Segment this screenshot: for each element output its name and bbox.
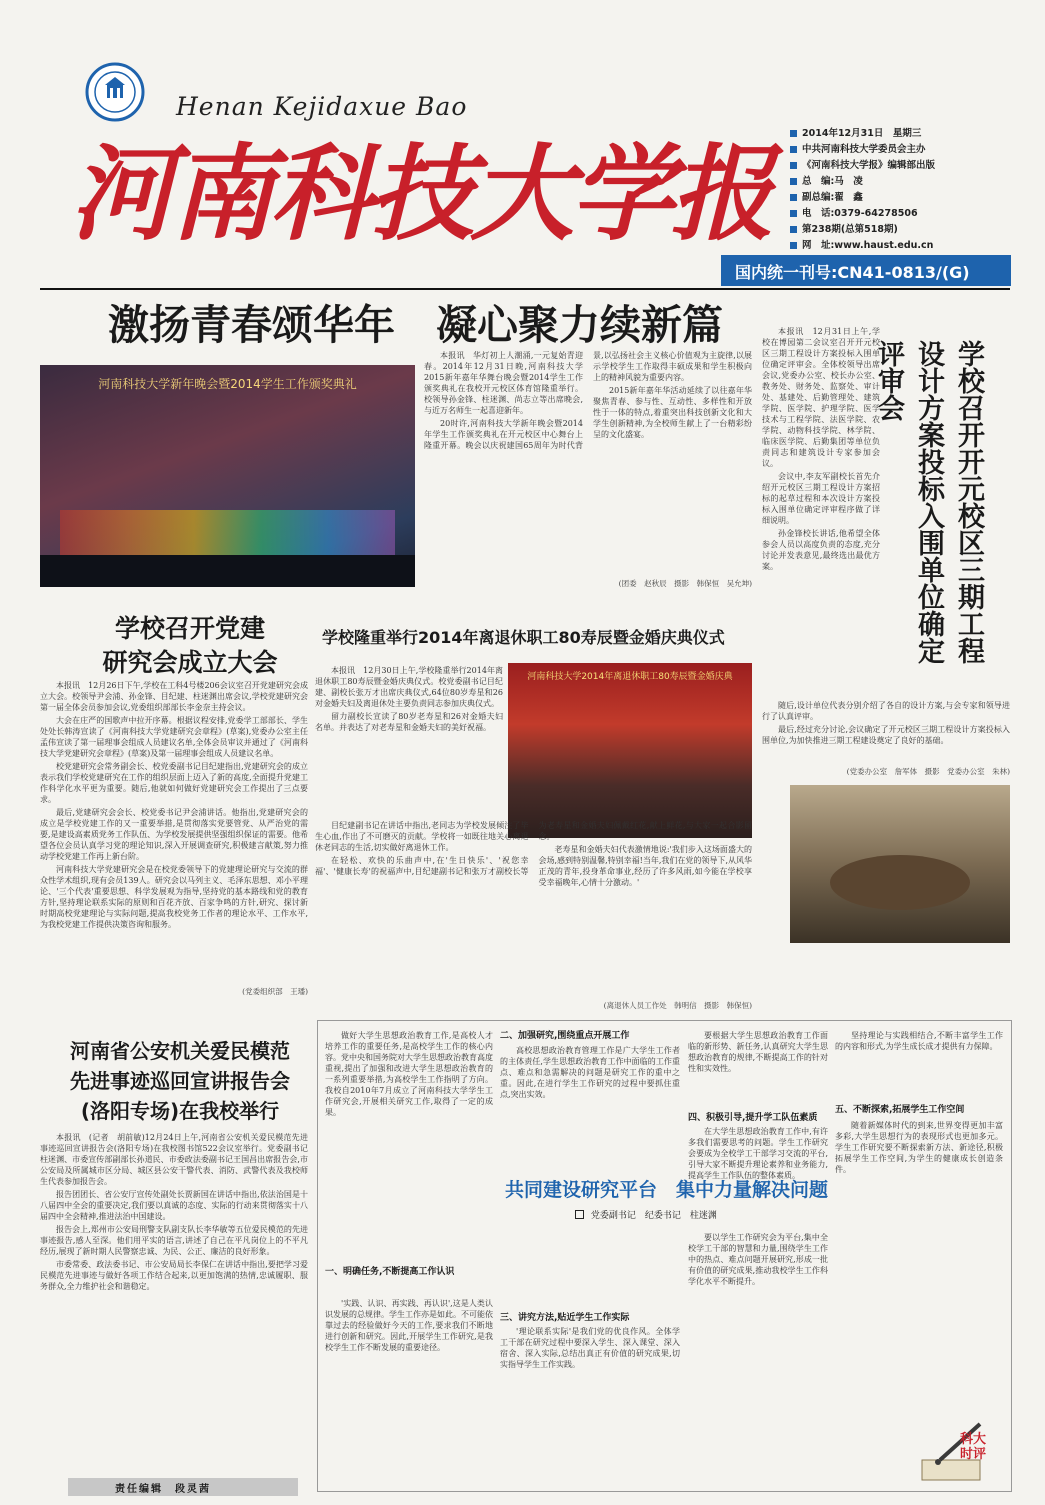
info-issue: 第238期(总第518期) <box>790 222 935 238</box>
university-emblem-icon <box>85 62 145 126</box>
retiree-credit: (离退休人员工作处 韩明信 摄影 韩保恒) <box>603 1001 752 1010</box>
editor-credit: 责任编辑 段灵茜 <box>115 1484 211 1495</box>
section-5-heading: 五、不断探索,拓展学生工作空间 <box>835 1105 965 1115</box>
masthead-divider <box>40 288 1010 290</box>
column-author: 党委副书记 纪委书记 柱迷渊 <box>575 1208 717 1221</box>
section-3-heading: 三、讲究方法,贴近学生工作实际 <box>500 1313 630 1323</box>
section-5-text: 随着新媒体时代的到来,世界变得更加丰富多彩,大学生思想行为的表现形式也更加多元。学生工作研究要不断探索新方法、新途径,积极拓展学生工作空间,为学生的健康成长创造条件。 <box>835 1121 1003 1174</box>
retiree-body-main: 目纪建副书记在讲话中指出,老同志为学校发展倾注了毕生心血,作出了不可磨灭的贡献。学校将一如既往地关心离退休老同志的生活,切实做好离退休工作。 在轻松、欢快的乐曲声中,在'生日快乐'、'祝您幸福'、'健康长寿'的祝福声中,目纪建副书记和张万才副校长等为老寿星和金婚夫妇佩戴红花,献上鲜花,与大家一起合影留念。 老寿星和金婚夫妇代表激情地说:'我们步入这场面盛大的会场,感到特别温馨,特别幸福!当年,我们在党的领导下,从风华正茂的青年,投身革命事业,经历了许多风雨,如今能在学校享受幸福晚年,心情十分激动。' <box>315 821 752 887</box>
party-body: 本报讯 12月26日下午,学校在工科4号楼206会议室召开党建研究会成立大会。校领导尹会浦、孙金锋、目纪建、柱迷渊出席会议,学校党建研究会第一届全体会员参加会议,党委组织部部长李金奈主持会议。 大会在庄严的国歌声中拉开序幕。根据议程安排,党委学工部部长、学生处处长韩涛宣读了《河南科技大学党建研究会章程》(草案),党委办公室主任孟伟宣读了第一届理事会组成人员建议名单,全体会员审议并通过了《河南科技大学党建研究会章程》(草案)及第一届理事会组成人员建议名单。 校党建研究会常务副会长、校党委副书记目纪建指出,党建研究会的成立表示我们学校党建研究在工作的组织层面上迈入了新的高度,全面提升党建工作科学化水平更为重要。随后,他就如何做好党建研究会工作提出了三点要求。 最后,党建研究会会长、校党委书记尹会浦讲话。他指出,党建研究会的成立是学校党建工作的又一重要举措,是贯彻落实党要管党、从严治党的需要,是建设高素质党务工作队伍、为学校发展提供坚强组织保证的需要。他希望各位会员认真学习党的理论知识,深入开展调查研究,积极建言献策,努力推动学校党建工作再上新台阶。 河南科技大学党建研究会是在校党委领导下的党建理论研究与交流的群众性学术组织,现有会员139人。研究会以马列主义、毛泽东思想、邓小平理论、'三个代表'重要思想、科学发展观为指导,坚持党的基本路线和党的教育方针,坚持理论联系实际的原则和百花齐放、百家争鸣的方针,研究、探讨新时期高校党建理论与实际问题,提高我校党务工作者的理论水平、工作水平,为我校党建工作提供决策咨询和服务。 <box>40 681 308 929</box>
party-credit: (党委组织部 王璠) <box>242 987 308 996</box>
column-badge <box>920 1420 1000 1482</box>
section-3-text: '理论联系实际'是我们党的优良作风。全体学工干部在研究过程中要深入学生、深入课堂、深入宿舍、深入实际,总结出真正有价值的研究成果,切实指导学生工作实践。 <box>500 1327 680 1369</box>
lead-photo-banner: 河南科技大学新年晚会暨2014学生工作颁奖典礼 <box>98 377 357 391</box>
party-headline: 学校召开党建 研究会成立大会 <box>102 614 278 677</box>
section-1-text: '实践、认识、再实践、再认识',这是人类认识发展的总规律。学生工作亦是如此。不可能依靠过去的经验做好今天的工作,要求我们不断地进行创新和研究。因此,开展学生工作研究,是我校学生工作不断发展的重要途径。 <box>325 1299 493 1352</box>
column-mid-text-2: 要以学生工作研究会为平台,集中全校学工干部的智慧和力量,围绕学生工作中的热点、难点问题开展研究,形成一批有价值的研究成果,推动我校学生工作科学化水平不断提升。 <box>688 1233 828 1286</box>
column-mid-text: 要根据大学生思想政治教育工作面临的新形势、新任务,认真研究大学生思想政治教育的规律,不断提高工作的针对性和实效性。 <box>688 1031 828 1073</box>
meeting-photo <box>790 785 1010 943</box>
right-story-credit: (党委办公室 詹军体 摄影 党委办公室 朱林) <box>846 767 1010 776</box>
masthead-info-list <box>790 126 935 254</box>
retiree-headline: 学校隆重举行2014年离退休职工80寿辰暨金婚庆典仪式 <box>322 628 725 647</box>
info-chief-editor: 总 编:马 凌 <box>790 174 935 190</box>
masthead <box>0 0 1045 300</box>
retiree-photo-banner: 河南科技大学2014年离退休职工80寿辰暨金婚庆典 <box>527 672 733 682</box>
section-2-text: 高校思想政治教育管理工作是广大学生工作者的主体责任,学生思想政治教育工作中面临的工作重点、难点和急需解决的问题是研究工作的重中之重。因此,在进行学生工作研究的过程中要抓住重点,突出实效。 <box>500 1046 680 1099</box>
info-publisher: 《河南科技大学报》编辑部出版 <box>790 158 935 174</box>
section-4-text: 在大学生思想政治教育工作中,有许多我们需要思考的问题。学生工作研究会要成为全校学工干部学习交流的平台,引导大家不断提升理论素养和业务能力,提高学生工作队伍的整体素质。 <box>688 1127 828 1180</box>
masthead-title: 河南科技大学报 <box>70 132 771 255</box>
right-story-body-bottom: 随后,设计单位代表分别介绍了各自的设计方案,与会专家和领导进行了认真评审。 最后,经过充分讨论,会议确定了开元校区三期工程设计方案投标入围单位,为加快推进三期工程建设奠定了良好的基础。 <box>762 701 1010 745</box>
section-2-heading: 二、加强研究,围绕重点开展工作 <box>500 1031 630 1041</box>
issn-text: 国内统一刊号:CN41-0813/(G) <box>735 263 970 282</box>
info-phone: 电 话:0379-64278506 <box>790 206 935 222</box>
section-4-heading: 四、积极引导,提升学工队伍素质 <box>688 1113 818 1123</box>
info-deputy-editor: 副总编:翟 鑫 <box>790 190 935 206</box>
info-website: 网 址:www.haust.edu.cn <box>790 238 935 254</box>
info-date: 2014年12月31日 星期三 <box>790 126 935 142</box>
lead-photo <box>40 365 415 587</box>
lead-body: 本报讯 华灯初上人潮涌,一元复始青迎春。2014年12月31日晚,河南科技大学2015新年嘉年华舞台晚会暨2014学生工作颁奖典礼在我校开元校区体育馆隆重举行。校领导孙金锋、柱迷渊、尚志立等出席晚会,与近万名师生一起喜迎新年。 20时许,河南科技大学新年晚会暨2014年学生工作颁奖典礼在开元校区中心舞台上隆重开幕。晚会以庆祝建国65周年为时代背景,以弘扬社会主义核心价值观为主旋律,以展示学校学生工作取得丰硕成果和学生积极向上的精神风貌为重要内容。 2015新年嘉年华活动延续了以往嘉年华聚焦青春、参与性、互动性、多样性和开放性于一体的特点,着重突出科技创新文化和大学生创新精神,为全校师生献上了一台精彩纷呈的文化盛宴。 <box>424 351 752 450</box>
police-headline: 河南省公安机关爱民模范 先进事迹巡回宣讲报告会 (洛阳专场)在我校举行 <box>70 1039 290 1123</box>
police-body: 本报讯 (记者 胡前敏)12月24日上午,河南省公安机关爱民模范先进事迹巡回宣讲报告会(洛阳专场)在我校图书馆522会议室举行。党委副书记柱迷渊、市委宣传部副部长孙道民、市委政法委副书记王国昌出席报告会,市公安局及所属城市区分局、城区县公安干警代表、消防、武警代表及我校师生代表参加报告会。 报告团团长、省公安厅宣传处副处长贾新国在讲话中指出,依法治国是十八届四中全会的重要决定,我们要以真诚的态度、实际的行动来贯彻落实十八届四中全会精神,推进法治中国建设。 报告会上,郑州市公安局刑警支队副支队长李华敏等五位爱民模范的先进事迹报告,感人至深。他们用平实的语言,讲述了自己在平凡岗位上的不平凡经历,展现了新时期人民警察忠诚、为民、公正、廉洁的良好形象。 市委常委、政法委书记、市公安局局长李保仁在讲话中指出,要把学习爱民模范先进事迹与做好各项工作结合起来,以更加饱满的热情,忠诚履职、服务群众,全力维护社会和谐稳定。 <box>40 1133 308 1291</box>
badge-text: 科大 时评 <box>960 1432 987 1462</box>
right-story-body-top: 本报讯 12月31日上午,学校在博园第二会议室召开开元校区三期工程设计方案投标入围单位确定评审会。全体校领导出席会议,党委办公室、校长办公室、教务处、财务处、监察处、审计处、基建处、后勤管理处、建筑学院、医学院、护理学院、医学技术与工程学院、法医学院、农学院、动物科技学院、林学院、临床医学院、后勤集团等单位负责同志和建筑设计专家参加会议。 会议中,李友军副校长首先介绍开元校区三期工程设计方案招标的起草过程和本次设计方案投标入围单位确定评审程序做了详细说明。 孙金锋校长讲话,他希望全体参会人员以高度负责的态度,充分讨论并发表意见,最终选出最优方案。 <box>762 327 880 571</box>
column-intro: 做好大学生思想政治教育工作,是高校人才培养工作的重要任务,是高校学生工作的核心内容。党中央和国务院对大学生思想政治教育高度重视,提出了加强和改进大学生思想政治教育的一系列重要举措,为高校学生工作指明了方向。我校自2010年7月成立了河南科技大学学生工作研究会,开展相关研究工作,取得了一定的成果。 <box>325 1031 493 1117</box>
lead-credit: (团委 赵秋辰 摄影 韩保恒 吴允坤) <box>618 579 752 588</box>
section-1-heading: 一、明确任务,不断提高工作认识 <box>325 1267 455 1277</box>
right-story-headline: 学校召开开元校区三期工程设计方案投标入围单位确定评审会 <box>873 340 984 664</box>
column-right-text: 坚持理论与实践相结合,不断丰富学生工作的内容和形式,为学生成长成才提供有力保障。 <box>835 1031 1003 1051</box>
retiree-photo <box>508 663 752 838</box>
info-sponsor: 中共河南科技大学委员会主办 <box>790 142 935 158</box>
column-section-1 <box>325 1266 493 1279</box>
masthead-pinyin: Henan Kejidaxue Bao <box>176 92 468 121</box>
retiree-body-left: 本报讯 12月30日上午,学校隆重举行2014年离退休职工80寿辰暨金婚庆典仪式。校党委副书记目纪建、副校长张万才出席庆典仪式,64位80岁寿星和26对金婚夫妇及离退休处主要负责同志参加庆典仪式。 留力副校长宣读了80岁老寿星和26对金婚夫妇名单。并表达了对老寿星和金婚夫妇的美好祝福。 <box>315 666 503 732</box>
column-title: 共同建设研究平台 集中力量解决问题 <box>505 1179 829 1201</box>
lead-headline: 激扬青春颂华年 凝心聚力续新篇 <box>108 301 723 349</box>
